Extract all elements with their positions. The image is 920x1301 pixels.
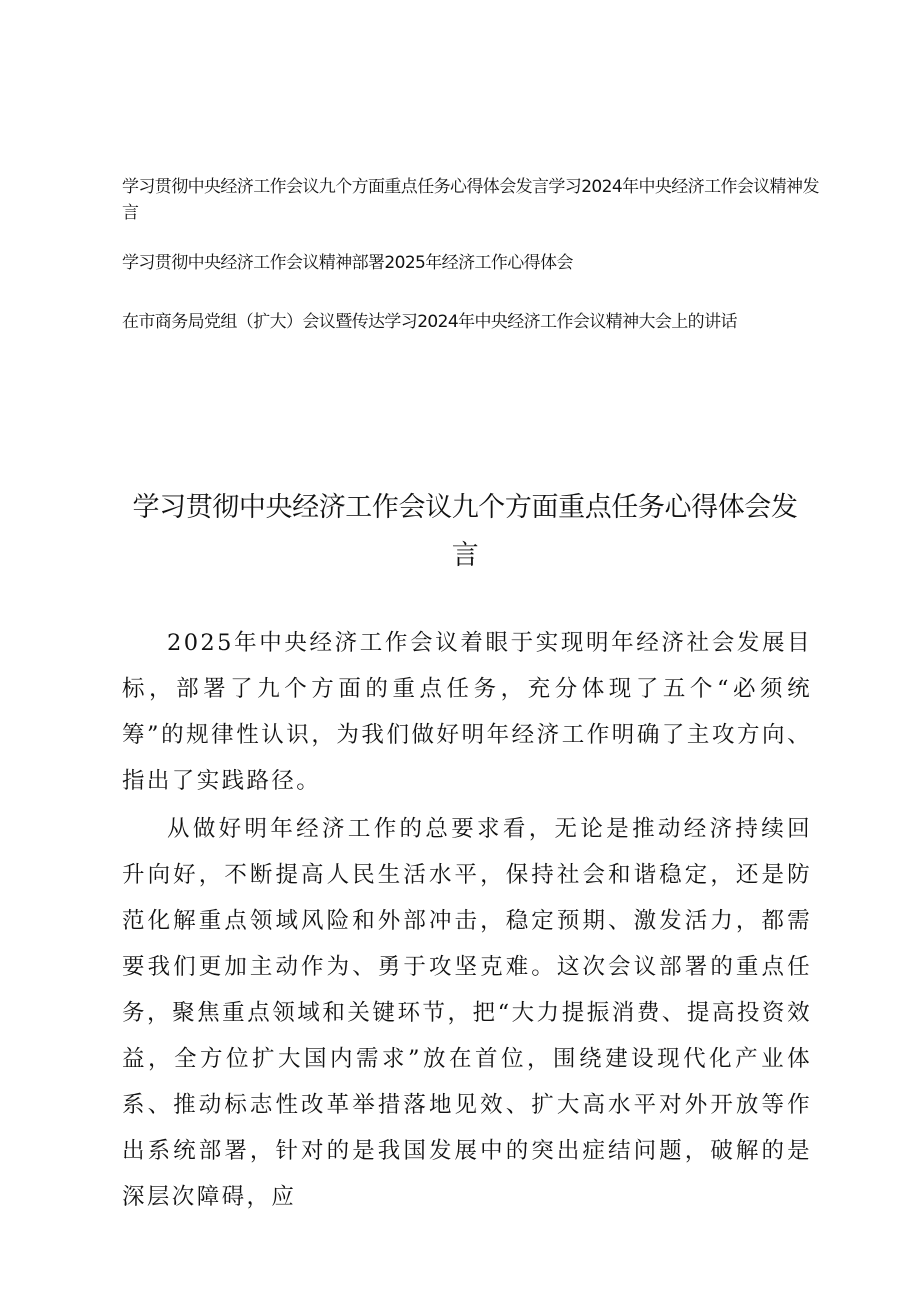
toc-item: 学习贯彻中央经济工作会议九个方面重点任务心得体会发言学习2024年中央经济工作会议精神发言 — [122, 177, 819, 223]
table-of-contents — [122, 174, 822, 348]
article-body — [122, 620, 812, 1222]
body-paragraph: 从做好明年经济工作的总要求看，无论是推动经济持续回升向好，不断提高人民生活水平，保持社会和谐稳定，还是防范化解重点领域风险和外部冲击，稳定预期、激发活力，都需要我们更加主动作为、勇于攻坚克难。这次会议部署的重点任务，聚焦重点领域和关键环节，把“大力提振消费、提高投资效益，全方位扩大国内需求”放在首位，围绕建设现代化产业体系、推动标志性改革举措落地见效、扩大高水平对外开放等作出系统部署，针对的是我国发展中的突出症结问题，破解的是深层次障碍，应 — [122, 816, 812, 1210]
article-title: 学习贯彻中央经济工作会议九个方面重点任务心得体会发言 — [132, 492, 798, 571]
toc-item: 在市商务局党组（扩大）会议暨传达学习2024年中央经济工作会议精神大会上的讲话 — [122, 312, 737, 332]
toc-item: 学习贯彻中央经济工作会议精神部署2025年经济工作心得体会 — [122, 253, 573, 273]
body-paragraph: 2025年中央经济工作会议着眼于实现明年经济社会发展目标，部署了九个方面的重点任务，充分体现了五个“必须统筹”的规律性认识，为我们做好明年经济工作明确了主攻方向、指出了实践路径。 — [122, 630, 812, 794]
